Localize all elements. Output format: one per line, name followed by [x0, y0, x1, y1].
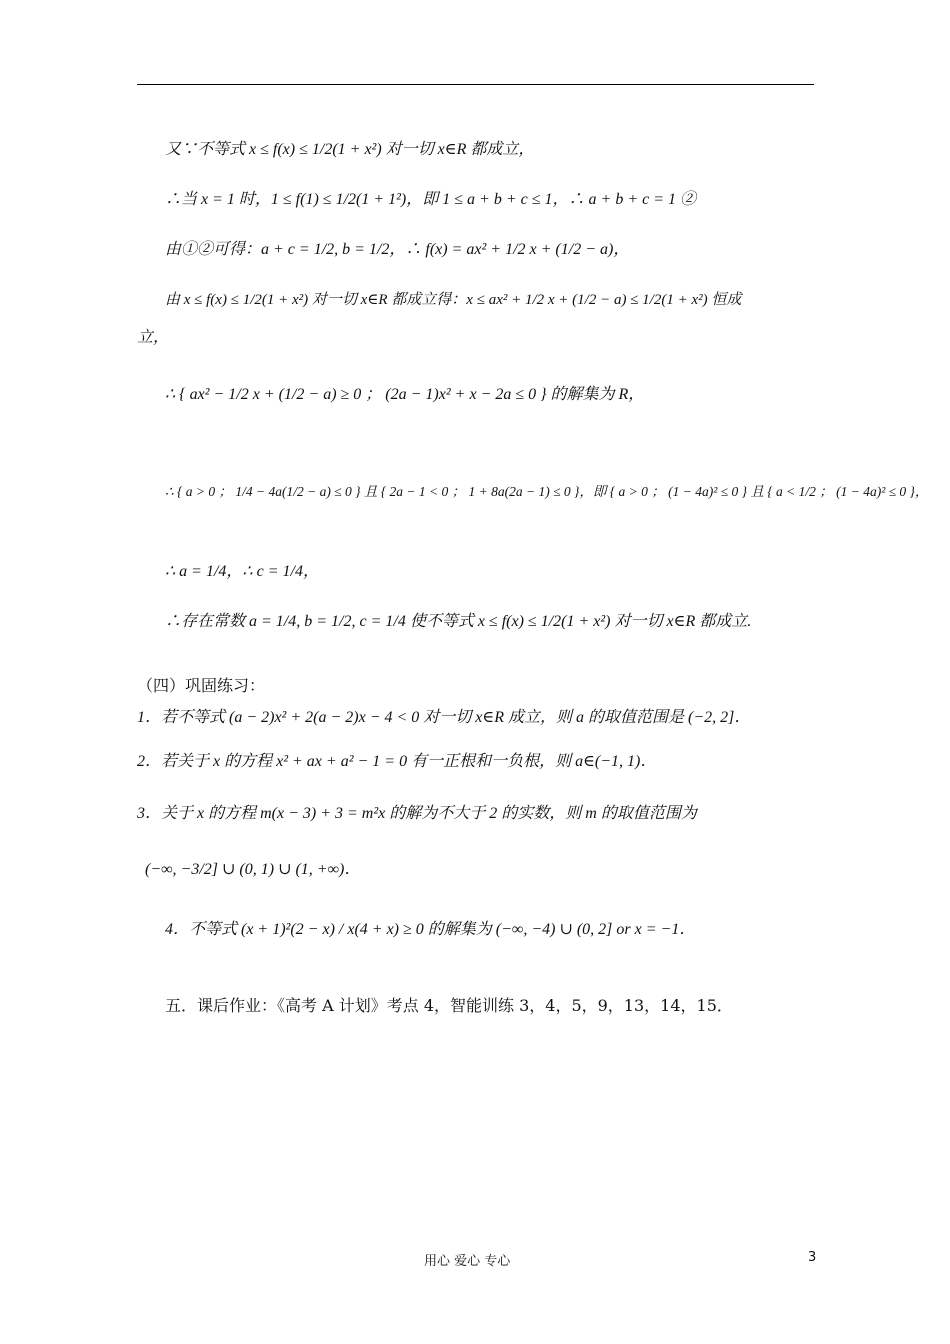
- header-rule: [137, 84, 814, 85]
- text-line-7: ∴ { a > 0 ； 1/4 − 4a(1/2 − a) ≤ 0 } 且 { 2a − 1 < 0 ； 1 + 8a(2a − 1) ≤ 0 }，即 { a > 0 ； (1 − 4a)² ≤ 0 } 且 { a < 1/2 ； (1 − 4a)² ≤ 0 }，: [165, 484, 929, 499]
- text-line-5: 立，: [137, 329, 170, 346]
- exercise-3-answer: (−∞, −3/2] ∪ (0, 1) ∪ (1, +∞)．: [145, 861, 361, 878]
- footer-motto: 用心 爱心 专心: [424, 1254, 511, 1269]
- exercise-3: 3．关于 x 的方程 m(x − 3) + 3 = m²x 的解为不大于 2 的实数，则 m 的取值范围为: [137, 805, 697, 822]
- text-line-2: ∴当 x = 1 时，1 ≤ f(1) ≤ 1/2(1 + 1²)，即 1 ≤ a + b + c ≤ 1，∴ a + b + c = 1 ②: [165, 191, 697, 208]
- exercise-4: 4．不等式 (x + 1)²(2 − x) / x(4 + x) ≥ 0 的解集为 (−∞, −4) ∪ (0, 2] or x = −1．: [165, 921, 696, 938]
- text-line-8: ∴ a = 1/4，∴ c = 1/4，: [165, 563, 319, 580]
- exercise-1: 1．若不等式 (a − 2)x² + 2(a − 2)x − 4 < 0 对一切 x∈R 成立，则 a 的取值范围是 (−2, 2]．: [137, 709, 751, 726]
- text-line-6: ∴ { ax² − 1/2 x + (1/2 − a) ≥ 0 ； (2a − 1)x² + x − 2a ≤ 0 } 的解集为 R，: [165, 386, 645, 403]
- text-line-1: 又∵不等式 x ≤ f(x) ≤ 1/2(1 + x²) 对一切 x∈R 都成立，: [165, 141, 535, 158]
- page-number: 3: [808, 1250, 817, 1265]
- text-line-4: 由 x ≤ f(x) ≤ 1/2(1 + x²) 对一切 x∈R 都成立得：x ≤ ax² + 1/2 x + (1/2 − a) ≤ 1/2(1 + x²) 恒成: [165, 292, 742, 308]
- homework-line: 五．课后作业：《高考 A 计划》考点 4，智能训练 3，4，5，9，13，14，15．: [165, 996, 733, 1015]
- exercise-2: 2．若关于 x 的方程 x² + ax + a² − 1 = 0 有一正根和一负根，则 a∈(−1, 1)．: [137, 753, 657, 770]
- text-line-3: 由①②可得：a + c = 1/2, b = 1/2，∴ f(x) = ax² + 1/2 x + (1/2 − a)，: [165, 241, 630, 258]
- text-line-9: ∴存在常数 a = 1/4, b = 1/2, c = 1/4 使不等式 x ≤ f(x) ≤ 1/2(1 + x²) 对一切 x∈R 都成立.: [165, 613, 752, 630]
- section-heading-practice: （四）巩固练习：: [137, 676, 266, 695]
